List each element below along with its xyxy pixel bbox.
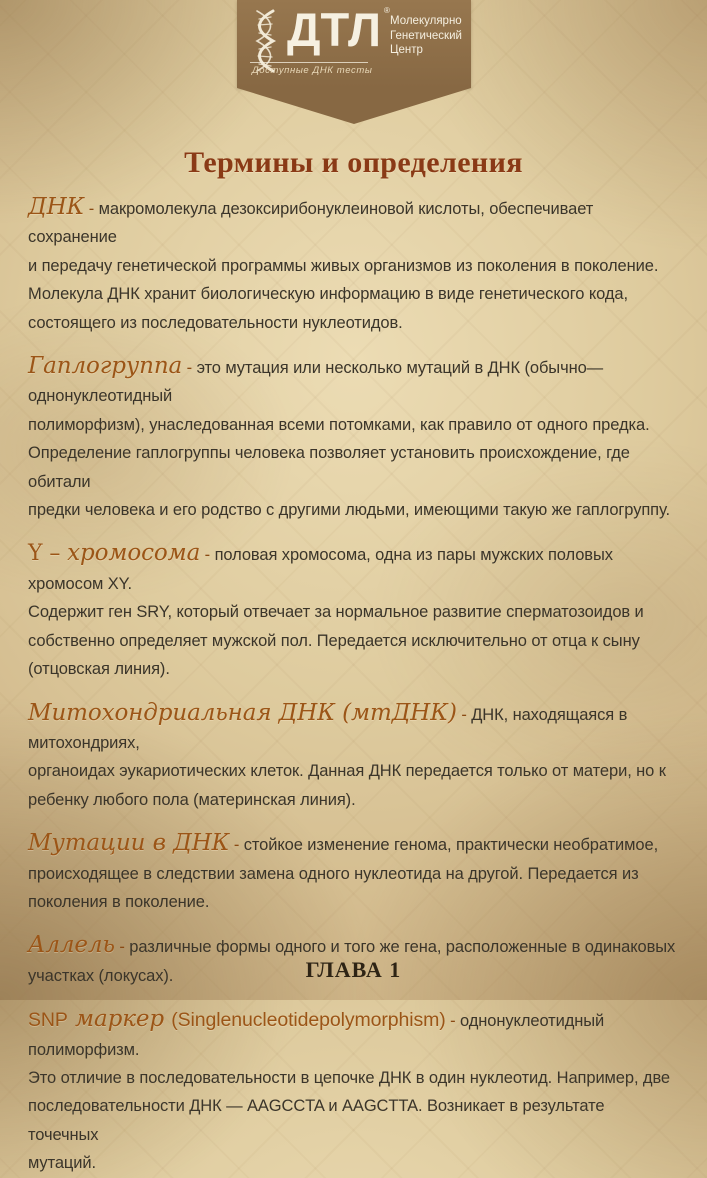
term-name: Митохондриальная ДНК (мтДНК) — [28, 699, 457, 726]
term-separator: - — [445, 1012, 461, 1031]
term-name: хромосома — [67, 540, 201, 567]
logo-tagline: Доступные ДНК тесты — [252, 65, 373, 76]
definition-line: и передачу генетической программы живых организмов из поколения в поколение. — [28, 256, 659, 275]
term-separator: - — [114, 938, 130, 957]
page-title: Термины и определения — [184, 146, 523, 179]
term-separator: - — [229, 836, 244, 855]
definition-line: участках (локусах). — [28, 966, 174, 985]
term-separator: - — [456, 705, 472, 724]
definition-line: поколения в поколение. — [28, 892, 210, 911]
definition-line: последовательности ДНК — AAGCCTA и AAGCTTA. Возникает в результате точечных — [28, 1097, 605, 1144]
term-entry — [28, 1007, 679, 1177]
definition-line: Молекула ДНК хранит биологическую информацию в виде генетического кода, — [28, 285, 628, 304]
definition-line: однонуклеотидный полиморфизм. — [28, 1012, 605, 1059]
term-name: (Singlenucleotidepolymorphism) — [171, 1009, 446, 1032]
definition-line: половая хромосома, одна из пары мужских половых хромосом XY. — [28, 546, 613, 593]
term-name: Y – — [28, 541, 68, 567]
term-name: Аллель — [28, 932, 115, 959]
registered-mark-icon: ® — [384, 6, 390, 15]
logo-text: ДТЛ — [287, 3, 381, 56]
definition-line: (отцовская линия). — [28, 660, 170, 679]
definition-line: мутаций. — [28, 1154, 96, 1173]
logo-subtitle-line: Центр — [390, 44, 423, 56]
definition-line: полиморфизм), унаследованная всеми потомками, как правило от одного предка. — [28, 415, 650, 434]
term-entry — [28, 701, 679, 815]
term-name: ДНК — [28, 194, 85, 220]
term-separator: - — [182, 359, 197, 378]
chapter-footer: ГЛАВА 1 — [305, 957, 402, 982]
definition-line: Определение гаплогруппы человека позволяет установить происхождение, где обитали — [28, 444, 630, 491]
definition-line: макромолекула дезоксирибонуклеиновой кислоты, обеспечивает сохранение — [28, 200, 594, 247]
definition-line: происходящее в следствии замена одного нуклеотида на другой. Передается из — [28, 864, 639, 883]
term-name: SNP — [28, 1009, 68, 1032]
definition-line: стойкое изменение генома, практически необратимое, — [243, 836, 659, 855]
term-entry — [28, 195, 679, 337]
logo-subtitle-line: Молекулярно — [390, 15, 462, 27]
definition-line: предки человека и его родство с другими людьми, имеющими такую же гаплогруппу. — [28, 501, 671, 520]
logo-subtitle-line: Генетический — [390, 29, 462, 42]
definition-line: органоидах эукариотических клеток. Данная ДНК передается только от матери, но к — [28, 762, 666, 781]
term-entry — [28, 541, 679, 683]
definition-line: различные формы одного и того же гена, расположенные в одинаковых — [129, 938, 676, 957]
definition-line: ДНК, находящаяся в митохондриях, — [28, 705, 628, 752]
definition-line: состоящего из последовательности нуклеотидов. — [28, 313, 403, 332]
definition-line: это мутация или несколько мутаций в ДНК (обычно—однонуклеотидный — [28, 359, 604, 406]
term-name: Мутации в ДНК — [28, 830, 230, 857]
definition-line: ребенку любого пола (материнская линия). — [28, 790, 356, 809]
definition-line: собственно определяет мужской пол. Передается исключительно от отца к сыну — [28, 631, 640, 650]
terms-list — [28, 195, 679, 1178]
term-entry — [28, 831, 679, 916]
definition-line: Это отличие в последовательности в цепочке ДНК в один нуклеотид. Например, две — [28, 1068, 671, 1087]
term-separator: - — [200, 546, 215, 565]
definition-line: Содержит ген SRY, который отвечает за нормальное развитие сперматозоидов и — [28, 603, 644, 622]
term-name: Гаплогруппа — [28, 353, 183, 380]
term-name: маркер — [67, 1006, 172, 1033]
term-separator: - — [84, 200, 99, 218]
term-entry — [28, 354, 679, 524]
